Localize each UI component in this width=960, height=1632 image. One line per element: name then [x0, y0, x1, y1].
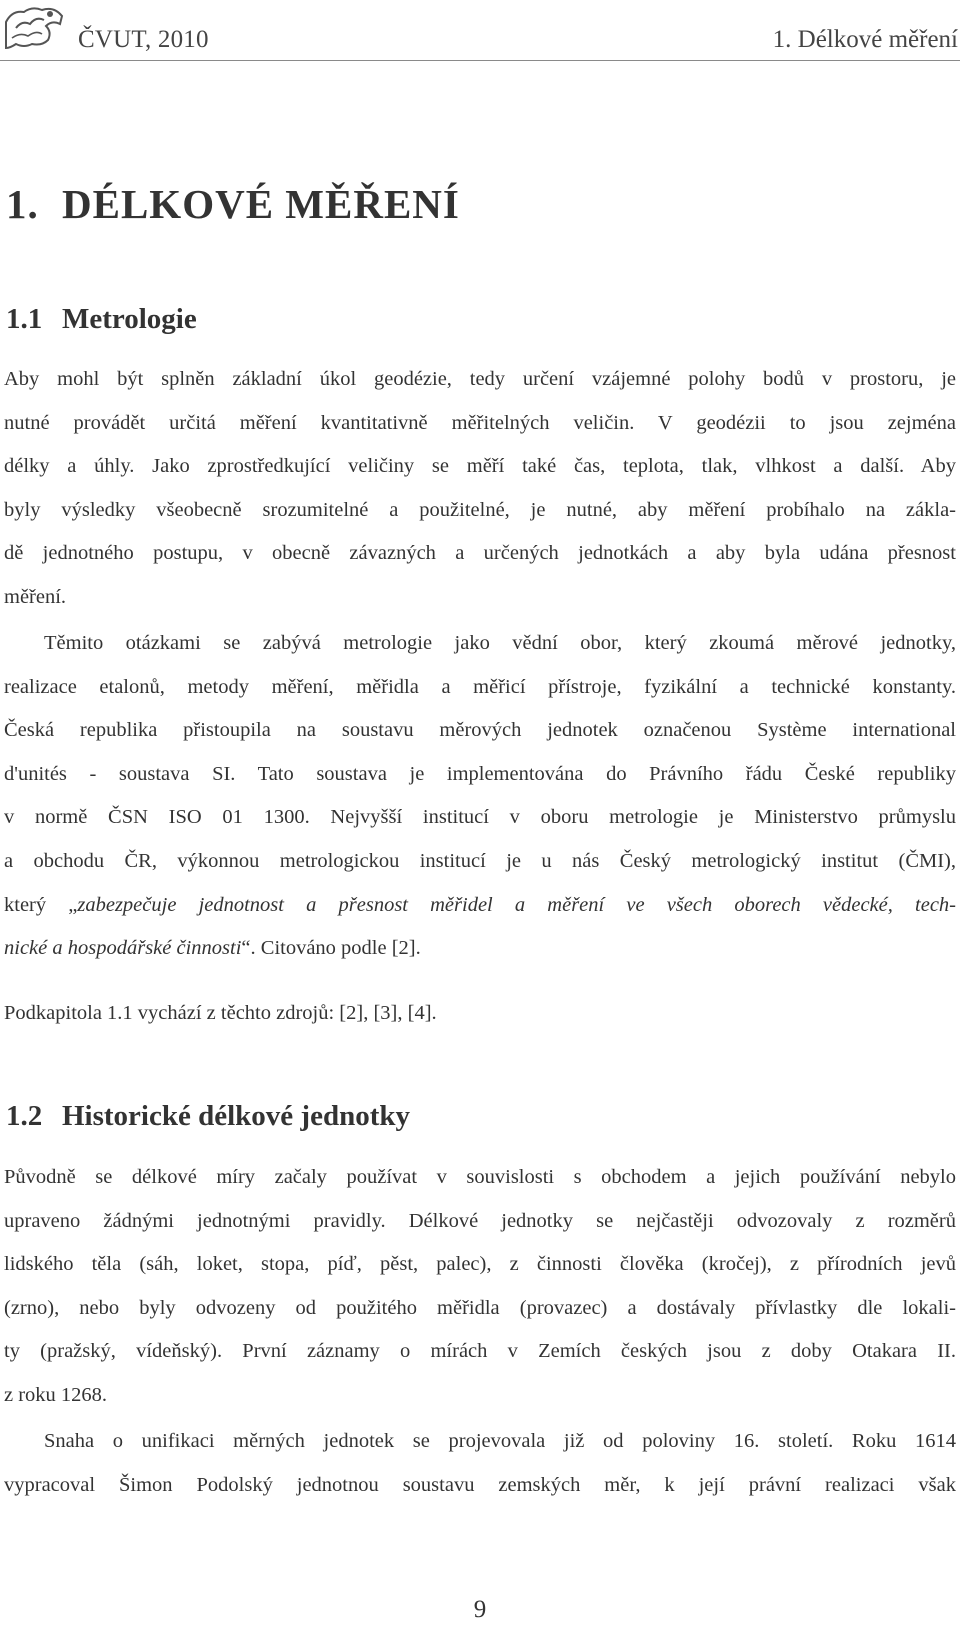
section-heading-1-2	[6, 1100, 410, 1133]
quoted-text: zabezpečuje jednotnost a přesnost měřidel a měření ve všech oborech vědecké, tech-	[77, 893, 956, 916]
paragraph-historical-units	[4, 1156, 956, 1418]
text-line: Česká republika přistoupila na soustavu měrových jednotek označenou Système international	[4, 719, 956, 742]
paragraph-unification	[4, 1420, 956, 1507]
quoted-text: nické a hospodářské činnosti	[4, 937, 242, 960]
header-divider	[0, 60, 960, 61]
paragraph-metrology-intro	[4, 358, 956, 620]
text-line: ty (pražský, vídeňský). První záznamy o mírách v Zemích českých jsou z doby Otakara II.	[4, 1340, 956, 1363]
text-line: upraveno žádnými jednotnými pravidly. Délkové jednotky se nejčastěji odvozovaly z rozměrů	[4, 1209, 956, 1232]
chapter-title: DÉLKOVÉ MĚŘENÍ	[62, 181, 460, 227]
text-line: Těmito otázkami se zabývá metrologie jako vědní obor, který zkoumá měrové jednotky,	[44, 632, 956, 654]
chapter-heading	[6, 180, 460, 228]
text-line: měření.	[4, 585, 67, 608]
text-fragment: “. Citováno podle [2].	[241, 937, 421, 960]
running-header	[0, 0, 960, 64]
text-line: délky a úhly. Jako zprostředkující veličiny se měří také čas, teplota, tlak, vlhkost a další. Aby	[4, 455, 956, 478]
section-number: 1.2	[6, 1100, 43, 1132]
section-title: Historické délkové jednotky	[62, 1100, 410, 1132]
text-line	[4, 927, 956, 971]
text-line: (zrno), nebo byly odvozeny od použitého měřidla (provazec) a dostávaly přívlastky dle lokali-	[4, 1296, 956, 1319]
text-line: Podkapitola 1.1 vychází z těchto zdrojů: [2], [3], [4].	[4, 1002, 437, 1024]
text-line: lidského těla (sáh, loket, stopa, píď, pěst, palec), z činnosti člověka (kročej), z přírodních jevů	[4, 1253, 956, 1276]
text-line: dě jednotného postupu, v obecně závazných a určených jednotkách a aby byla udána přesnost	[4, 542, 956, 565]
text-line: v normě ČSN ISO 01 1300. Nejvyšší institucí v oboru metrologie je Ministerstvo průmyslu	[4, 806, 956, 829]
text-line: a obchodu ČR, výkonnou metrologickou institucí je u nás Český metrologický institut (ČMI),	[4, 849, 956, 872]
page-number: 9	[473, 1596, 487, 1623]
header-chapter-title: 1. Délkové měření	[772, 26, 958, 53]
text-line: Snaha o unifikaci měrných jednotek se projevovala již od poloviny 16. století. Roku 1614	[44, 1430, 956, 1452]
section-title: Metrologie	[62, 303, 197, 335]
header-institution: ČVUT, 2010	[78, 26, 209, 53]
text-line: Původně se délkové míry začaly používat v souvislosti s obchodem a jejich používání nebylo	[4, 1166, 956, 1188]
text-line: realizace etalonů, metody měření, měřidla a měřicí přístroje, fyzikální a technické konstanty.	[4, 675, 956, 698]
paragraph-sources	[4, 992, 956, 1036]
text-line: nutné provádět určitá měření kvantitativně měřitelných veličin. V geodézii to jsou zejména	[4, 411, 956, 434]
section-heading-1-1	[6, 303, 197, 336]
university-logo	[2, 2, 68, 52]
paragraph-metrology-body	[4, 622, 956, 971]
text-line: Aby mohl být splněn základní úkol geodézie, tedy určení vzájemné polohy bodů v prostoru, je	[4, 368, 956, 390]
text-line: vypracoval Šimon Podolský jednotnou soustavu zemských měr, k její právní realizaci však	[4, 1473, 956, 1496]
text-line: z roku 1268.	[4, 1383, 108, 1406]
chapter-number: 1.	[6, 181, 39, 227]
text-fragment: který „	[4, 893, 78, 916]
text-line	[4, 884, 956, 928]
text-line: byly výsledky všeobecně srozumitelné a použitelné, je nutné, aby měření probíhalo na zákla-	[4, 498, 956, 521]
section-number: 1.1	[6, 303, 43, 335]
text-line: d'unités - soustava SI. Tato soustava je implementována do Právního řádu České republiky	[4, 762, 956, 785]
